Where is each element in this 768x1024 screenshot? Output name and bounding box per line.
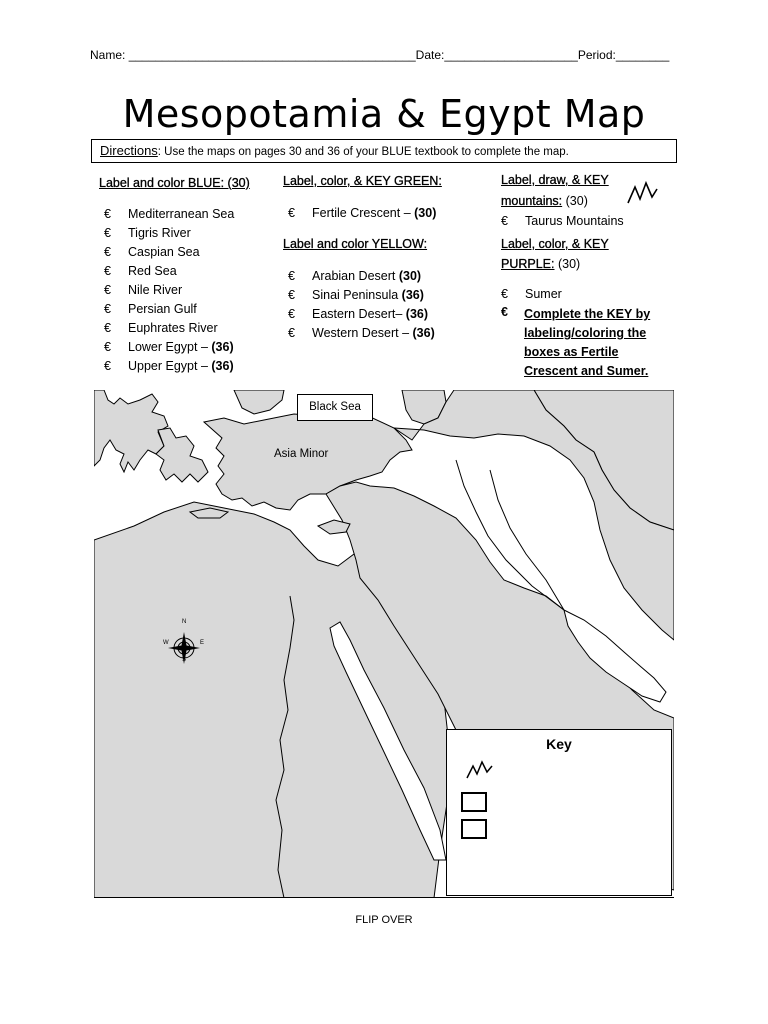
list-item: € Nile River [104, 281, 234, 300]
bullet-icon: € [104, 359, 111, 373]
list-item: € Upper Egypt – (36) [104, 357, 234, 376]
student-info-line [90, 48, 680, 62]
list-item: € Red Sea [104, 262, 234, 281]
bullet-icon: € [288, 326, 295, 340]
period-label: Period: [577, 48, 616, 62]
bullet-icon: € [104, 302, 111, 316]
yellow-heading: Label and color YELLOW: [283, 237, 428, 251]
mountain-icon [626, 179, 660, 207]
green-list [288, 204, 436, 223]
bullet-icon: € [288, 269, 295, 283]
yellow-list [288, 267, 435, 343]
directions-box [91, 139, 677, 163]
bullet-icon: € [104, 321, 111, 335]
bullet-icon: € [104, 207, 111, 221]
date-label: Date: [415, 48, 445, 62]
compass-west: W [163, 640, 169, 646]
asia-minor-land [94, 390, 168, 472]
list-item: € Mediterranean Sea [104, 205, 234, 224]
key-swatch-fertile-crescent[interactable] [461, 792, 487, 812]
list-item: € Caspian Sea [104, 243, 234, 262]
compass-north: N [182, 619, 187, 625]
period-field[interactable]: ________ [615, 48, 670, 62]
mountains-list [501, 212, 624, 231]
list-item: € Arabian Desert (30) [288, 267, 435, 286]
bullet-icon: € [288, 206, 295, 220]
list-item: € Tigris River [104, 224, 234, 243]
blue-heading: Label and color BLUE: (30) [99, 176, 250, 190]
key-mountain-icon [465, 760, 495, 780]
name-field[interactable]: ___________________________________________ [128, 48, 416, 62]
map-bottom-border [94, 897, 674, 898]
compass-east: E [200, 640, 205, 646]
key-title: Key [546, 736, 572, 752]
compass-south: S [182, 657, 187, 663]
list-item: € Euphrates River [104, 319, 234, 338]
bullet-icon: € [104, 226, 111, 240]
list-item: € Persian Gulf [104, 300, 234, 319]
bullet-icon: € [501, 214, 508, 228]
bullet-icon: € [104, 340, 111, 354]
purple-heading: Label, color, & KEY PURPLE: (30) [501, 237, 609, 271]
list-item: € Sinai Peninsula (36) [288, 286, 435, 305]
black-sea-north-shore [234, 390, 284, 414]
list-item: € Lower Egypt – (36) [104, 338, 234, 357]
greece-land [156, 428, 208, 482]
list-item: € Eastern Desert– (36) [288, 305, 435, 324]
list-item: € Fertile Crescent – (30) [288, 204, 436, 223]
list-item: € Taurus Mountains [501, 212, 624, 231]
bullet-icon: € [104, 264, 111, 278]
blue-list [104, 205, 234, 376]
green-heading: Label, color, & KEY GREEN: [283, 174, 442, 188]
directions-text: : Use the maps on pages 30 and 36 of your BLUE textbook to complete the map. [157, 146, 569, 158]
bullet-icon: € [104, 283, 111, 297]
black-sea-label: Black Sea [297, 394, 373, 421]
mountains-heading: Label, draw, & KEY mountains: (30) [501, 173, 609, 208]
bullet-icon: € [501, 287, 508, 301]
key-box [446, 729, 672, 896]
bullet-icon: € [501, 305, 508, 319]
purple-list [501, 285, 562, 304]
directions-label: Directions [100, 143, 158, 158]
page-title: Mesopotamia & Egypt Map [122, 92, 646, 136]
date-field[interactable]: ____________________ [444, 48, 578, 62]
bullet-icon: € [104, 245, 111, 259]
list-item: € Western Desert – (36) [288, 324, 435, 343]
bullet-icon: € [288, 307, 295, 321]
flip-over-note: FLIP OVER [355, 914, 413, 926]
key-swatch-sumer[interactable] [461, 819, 487, 839]
complete-key-instructions: Complete the KEY by labeling/coloring the boxes as Fertile Crescent and Sumer. [524, 307, 651, 378]
name-label: Name: [90, 48, 129, 62]
list-item: € Sumer [501, 285, 562, 304]
asia-minor-label: Asia Minor [274, 448, 329, 460]
bullet-icon: € [288, 288, 295, 302]
